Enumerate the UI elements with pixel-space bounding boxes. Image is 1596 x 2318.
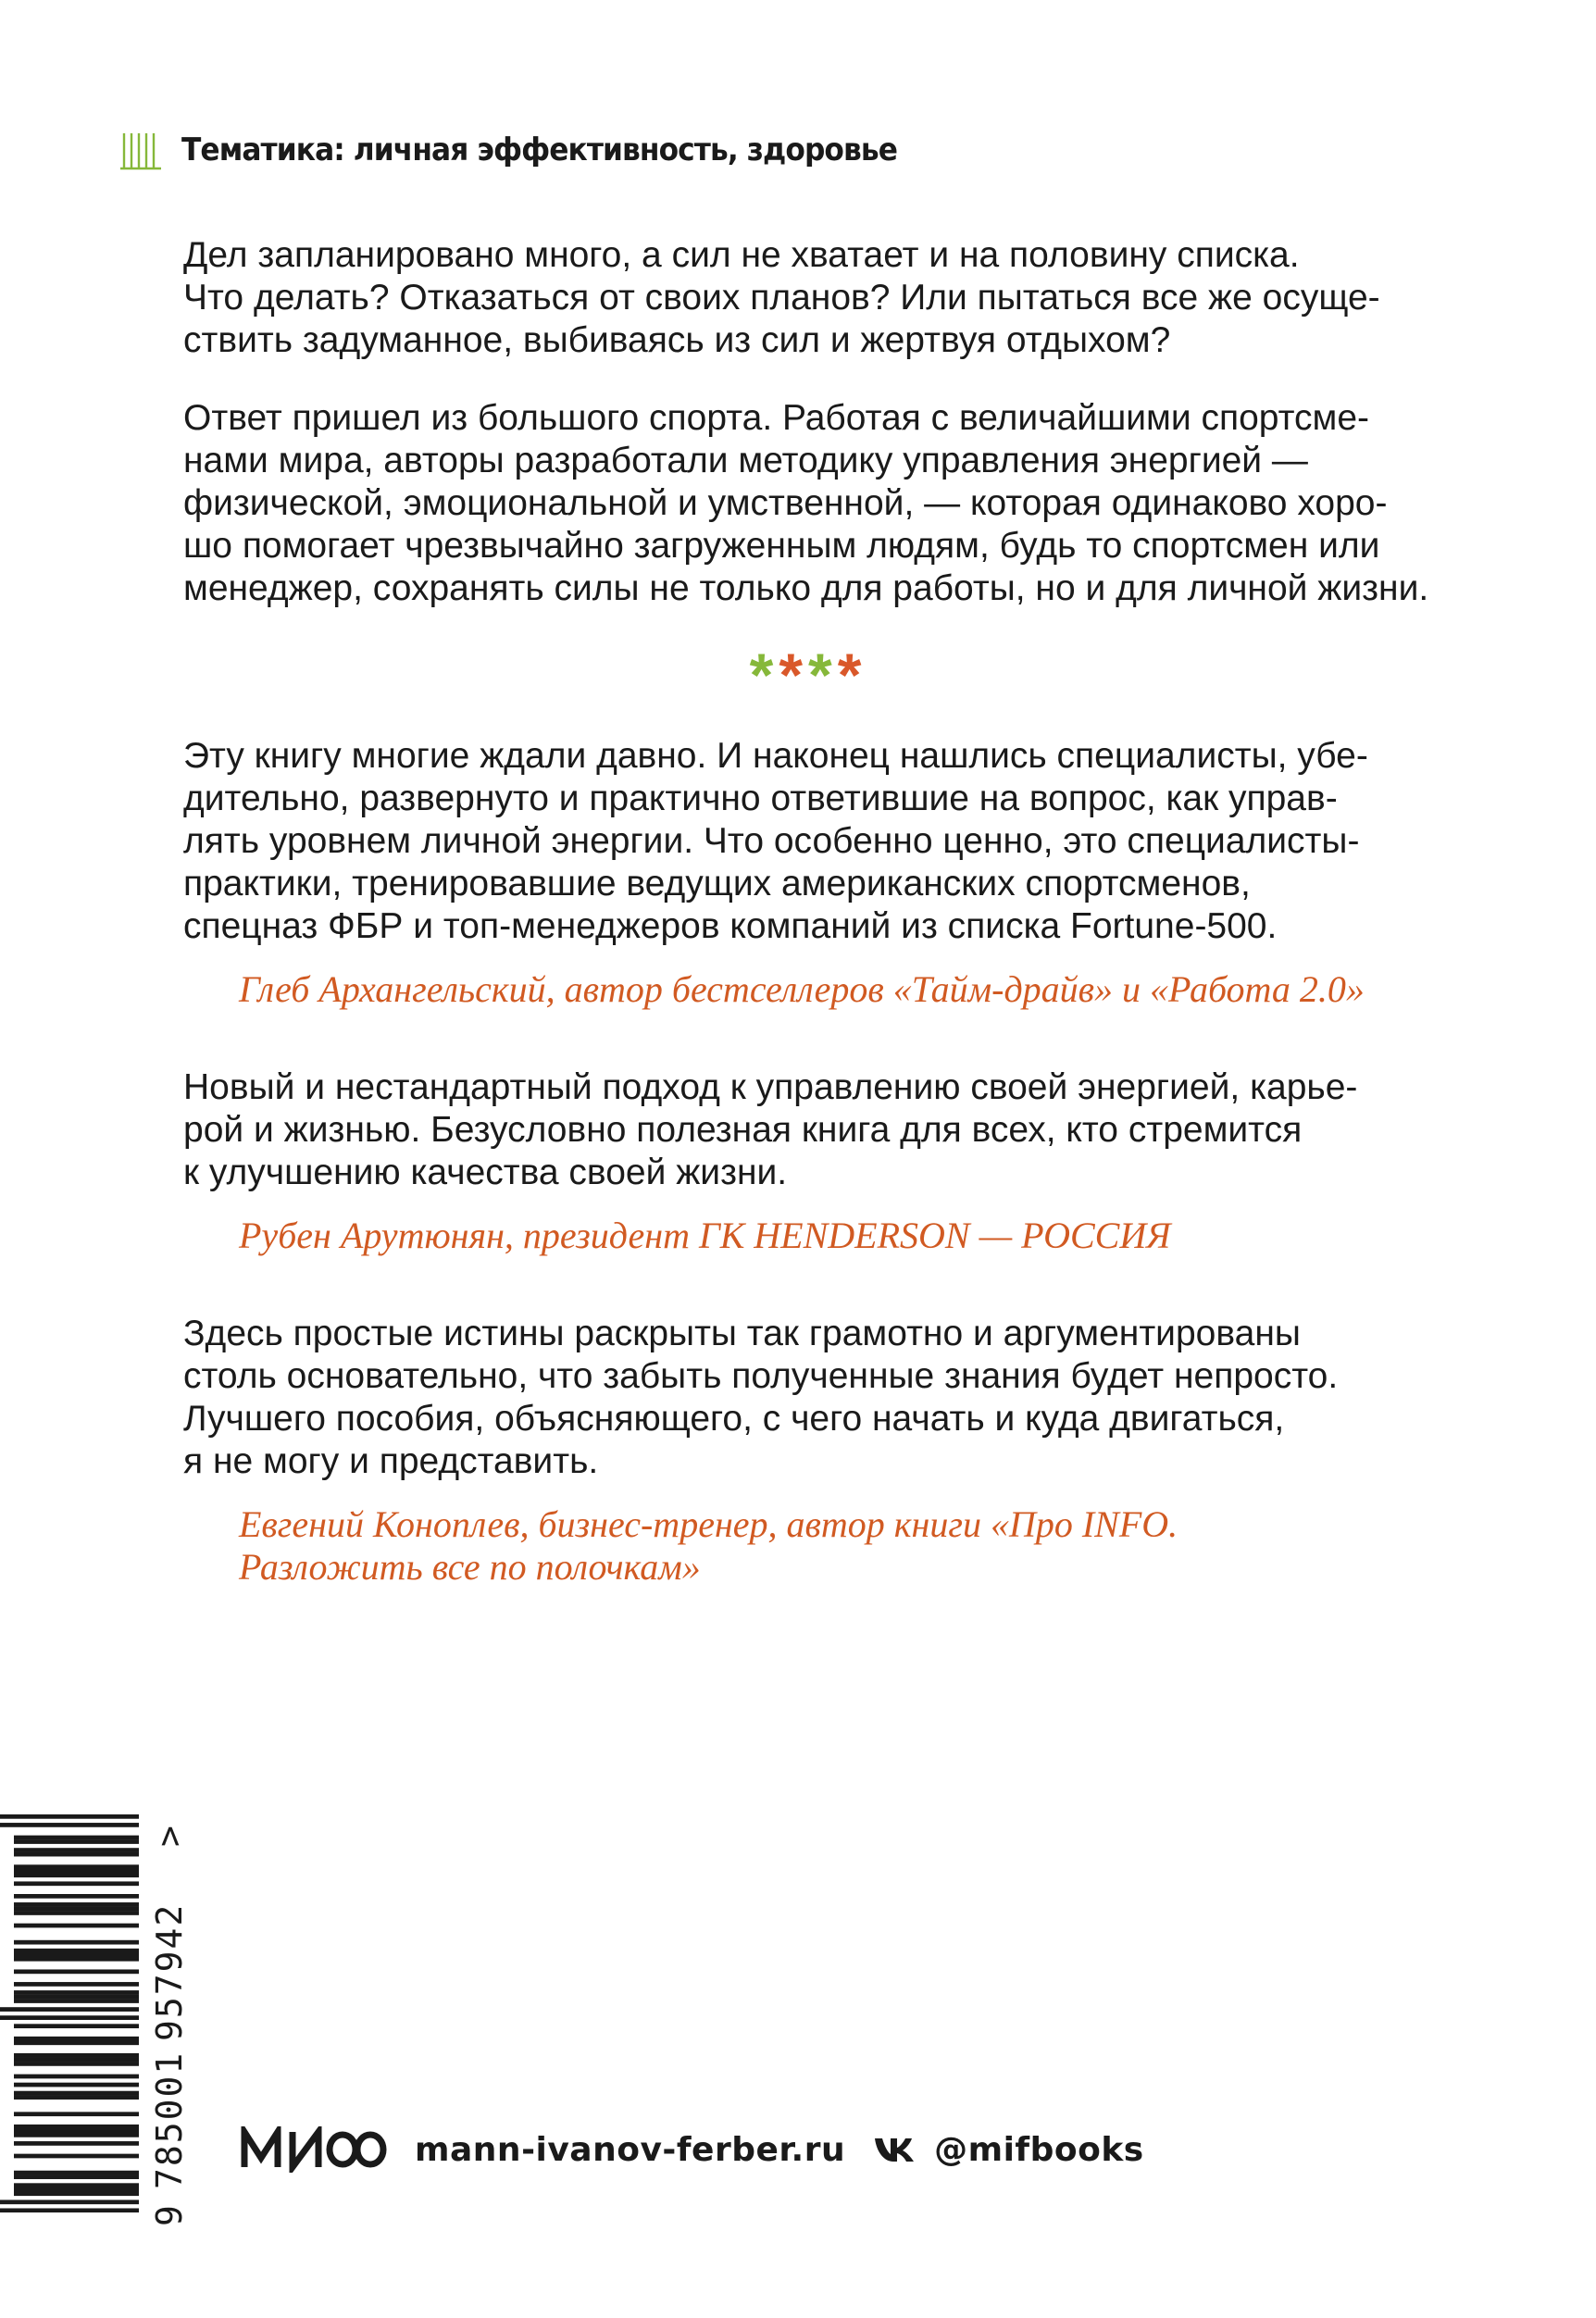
barcode-bar [0, 1823, 139, 1827]
barcode-bar [14, 1907, 139, 1912]
barcode-bar [14, 2125, 139, 2129]
barcode-digit-group-2: 957942 [149, 1902, 190, 2041]
topic-header [118, 130, 959, 170]
intro-paragraph [183, 234, 1424, 362]
publisher-website-link[interactable]: mann-ivanov-ferber.ru [415, 2130, 846, 2169]
author-line: Рубен Арутюнян, президент ГК HENDERSON — РОССИЯ [239, 1215, 1171, 1256]
barcode-bar [14, 1848, 139, 1852]
barcode-bar [14, 2112, 139, 2116]
review-text [183, 1066, 1424, 1194]
answer-paragraph [183, 397, 1429, 610]
barcode-bar [14, 2075, 139, 2079]
barcode-end-mark: > [149, 1826, 190, 1847]
text-line: Ответ пришел из большого спорта. Работая с величайшими спортсме- [183, 398, 1370, 438]
barcode-bar [14, 1839, 139, 1844]
barcode-bar [14, 2187, 139, 2192]
barcode-bar [14, 1911, 139, 1915]
barcode-bar [14, 2058, 139, 2063]
text-line: лять уровнем личной энергии. Что особенно ценно, это специалисты- [183, 821, 1360, 861]
barcode-bar [0, 2015, 139, 2020]
text-line: к улучшению качества своей жизни. [183, 1153, 788, 1192]
text-line: физической, эмоциональной и умственной, — которая одинаково хоро- [183, 483, 1388, 523]
barcode-bar [14, 1881, 139, 1886]
barcode-bar [14, 2040, 139, 2045]
text-line: Эту книгу многие ждали давно. И наконец нашлись специалисты, убе- [183, 736, 1368, 776]
barcode-bar [14, 1836, 139, 1840]
barcode-bar [14, 2091, 139, 2096]
bookshelf-icon [118, 130, 163, 170]
social-handle[interactable]: @mifbooks [934, 2130, 1144, 2169]
separator-star: * [808, 641, 838, 709]
barcode-bar [0, 1814, 139, 1819]
separator-star: * [779, 641, 808, 709]
review-3 [183, 1313, 1424, 1589]
barcode-bar [14, 1924, 139, 1928]
barcode-bar [14, 1995, 139, 2000]
barcode-bar [0, 2200, 139, 2204]
main-content [183, 234, 1429, 1589]
barcode-bar [14, 1852, 139, 1857]
text-line: менеджер, сохранять силы не только для работы, но и для личной жизни. [183, 568, 1429, 608]
separator-star: * [749, 641, 779, 709]
barcode-digit-group-1: 785001 [149, 2050, 190, 2189]
barcode-bar [14, 1949, 139, 1953]
barcode-bar [0, 2007, 139, 2012]
review-2 [183, 1066, 1424, 1257]
vk-icon[interactable] [873, 2136, 917, 2163]
author-line: Евгений Коноплев, бизнес-тренер, автор книги «Про INFO. [239, 1503, 1178, 1545]
text-line: Что делать? Отказаться от своих планов? Или пытаться все же осуще- [183, 278, 1380, 318]
barcode-bar [14, 1864, 139, 1869]
barcode-bar [14, 1999, 139, 2003]
barcode-bar [14, 1952, 139, 1957]
barcode-bar [14, 2154, 139, 2159]
text-line: Здесь простые истины раскрыты так грамотно и аргументированы [183, 1314, 1301, 1353]
barcode-bar [14, 1990, 139, 1995]
publisher-footer [241, 2122, 1144, 2177]
topic-label: Тематика: личная эффективность, здоровье [181, 131, 898, 168]
text-line: спецназ ФБР и топ-менеджеров компаний из списка Fortune-500. [183, 906, 1278, 946]
barcode-bar [14, 2191, 139, 2196]
author-line: Разложить все по полочкам» [239, 1546, 701, 1588]
text-line: нами мира, авторы разработали методику управления энергией — [183, 441, 1308, 480]
text-line: ствить задуманное, выбиваясь из сил и жертвуя отдыхом? [183, 320, 1171, 360]
author-line: Глеб Архангельский, автор бестселлеров «Тайм-драйв» и «Работа 2.0» [239, 968, 1365, 1010]
barcode-bar [14, 2083, 139, 2087]
text-line: столь основательно, что забыть полученные знания будет непросто. [183, 1356, 1339, 1396]
mif-logo-icon [241, 2126, 389, 2173]
review-author [239, 968, 1424, 1011]
barcode-bar [14, 2037, 139, 2041]
separator-star: * [837, 641, 867, 709]
text-line: я не могу и представить. [183, 1441, 599, 1481]
text-line: шо помогает чрезвычайно загруженным людям, будь то спортсмен или [183, 526, 1380, 566]
text-line: Новый и нестандартный подход к управлению своей энергией, карье- [183, 1067, 1358, 1107]
review-text [183, 735, 1424, 948]
barcode-bar [14, 2175, 139, 2179]
text-line: практики, тренировавшие ведущих американских спортсменов, [183, 864, 1251, 904]
text-line: Дел запланировано много, а сил не хватает и на половину списка. [183, 235, 1300, 275]
barcode-bar [14, 1940, 139, 1945]
star-separator [183, 641, 1424, 709]
barcode-bar [0, 2208, 139, 2212]
review-text [183, 1313, 1424, 1483]
barcode-bar [14, 2062, 139, 2066]
barcode-bar [14, 2171, 139, 2175]
barcode-bar [14, 1957, 139, 1962]
barcode-prefix-digit: 9 [149, 2205, 190, 2226]
text-line: Лучшего пособия, объясняющего, с чего начать и куда двигаться, [183, 1399, 1285, 1439]
review-author [239, 1503, 1424, 1589]
barcode-bar [14, 1982, 139, 1987]
text-line: рой и жизнью. Безусловно полезная книга для всех, кто стремится [183, 1110, 1303, 1150]
barcode-bar [14, 2183, 139, 2187]
barcode-bar [14, 2128, 139, 2133]
barcode-bar [14, 2095, 139, 2100]
review-author [239, 1215, 1424, 1257]
barcode-bar [14, 2053, 139, 2058]
barcode-bar [14, 1894, 139, 1899]
barcode-bar [14, 2141, 139, 2146]
barcode-bar [14, 1902, 139, 1907]
review-1 [183, 735, 1424, 1011]
barcode-bar [14, 2024, 139, 2028]
text-line: дительно, развернуто и практично ответившие на вопрос, как управ- [183, 779, 1338, 818]
barcode-bar [14, 1873, 139, 1877]
barcode-digits [146, 1819, 193, 2226]
barcode-bar [14, 1969, 139, 1974]
barcode-bar [14, 1869, 139, 1874]
barcode-bar [14, 2133, 139, 2137]
